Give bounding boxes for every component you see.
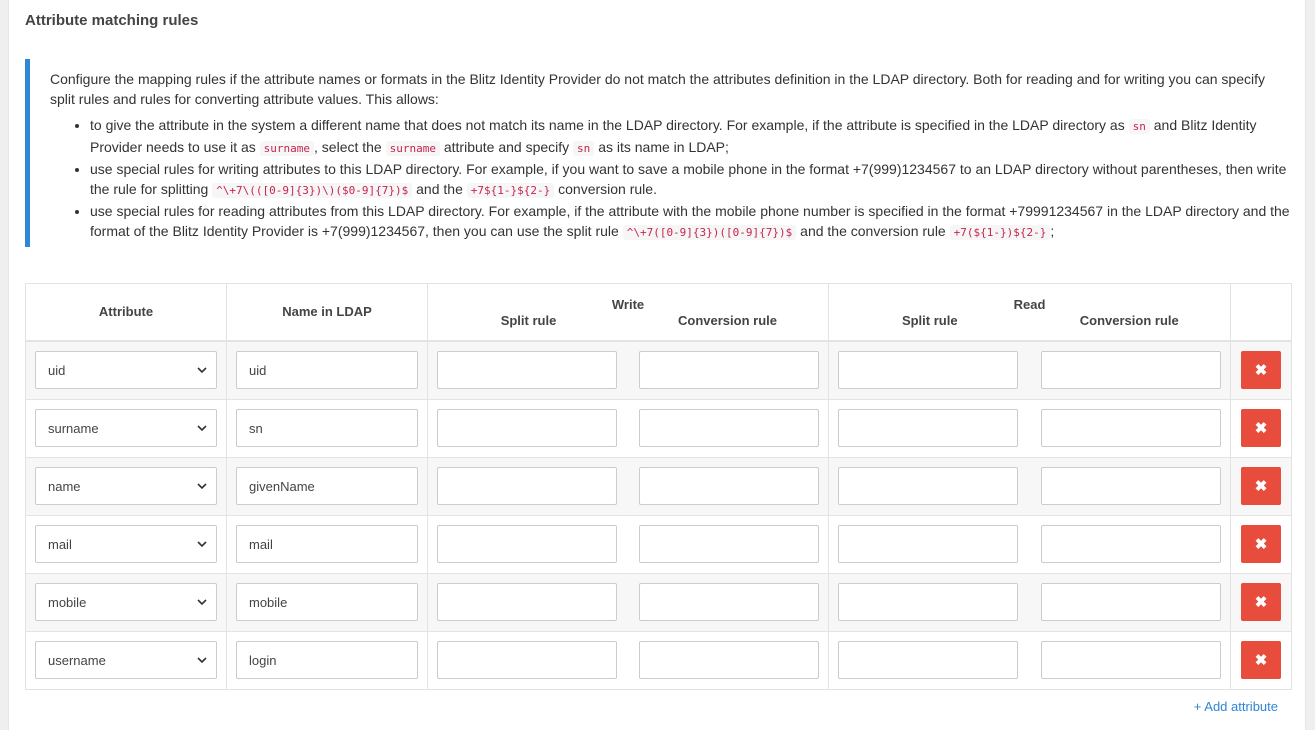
bullet-rename: • to give the attribute in the system a different name that does not match its name in the LDAP directory. For example, if the attribute is specified in the LDAP directory as sn and Blitz Identity Provider needs to use it as surname , select the surname attribute and specify sn as its name in LDAP; — [90, 115, 1293, 159]
ldap-name-input[interactable]: sn — [236, 409, 418, 447]
chevron-down-icon — [196, 364, 208, 376]
intro-text: Configure the mapping rules if the attribute names or formats in the Blitz Identity Provider do not match the attributes definition in the LDAP directory. Both for reading and for writing you can specify split rules and rules for converting attribute values. This allows: — [50, 71, 1266, 107]
write-conversion-rule-input[interactable] — [639, 467, 819, 505]
close-icon: ✖ — [1254, 420, 1268, 437]
ldap-name-input[interactable]: login — [236, 641, 418, 679]
header-write-sub — [428, 313, 829, 341]
add-attribute-link[interactable]: + Add attribute — [1193, 699, 1278, 714]
read-split-rule-input[interactable] — [838, 583, 1018, 621]
close-icon: ✖ — [1254, 478, 1268, 495]
close-icon: ✖ — [1254, 362, 1268, 380]
attribute-matching-panel — [8, 0, 1306, 730]
chevron-down-icon — [196, 538, 208, 550]
table-row — [26, 341, 1292, 399]
read-split-rule-input[interactable] — [838, 467, 1018, 505]
attribute-select[interactable]: username — [35, 641, 217, 679]
delete-row-button[interactable] — [1241, 525, 1281, 563]
close-icon: ✖ — [1254, 652, 1268, 669]
header-write: Write — [428, 284, 829, 314]
chevron-down-icon — [196, 654, 208, 666]
delete-row-button[interactable] — [1241, 351, 1281, 389]
delete-row-button[interactable] — [1241, 467, 1281, 505]
delete-row-button[interactable] — [1241, 583, 1281, 621]
header-write-split: Split rule — [500, 313, 557, 328]
ldap-name-input[interactable]: mobile — [236, 583, 418, 621]
header-attribute: Attribute — [26, 284, 227, 342]
info-callout — [25, 59, 1293, 247]
chevron-down-icon — [196, 480, 208, 492]
write-conversion-rule-input[interactable] — [639, 525, 819, 563]
chevron-down-icon — [196, 596, 208, 608]
bullet-read-rules: • use special rules for reading attributes from this LDAP directory. For example, if the attribute with the mobile phone number is specified in the format +79991234567 in the LDAP directory and the format of the Blitz Identity Provider is +7(999)1234567, then you can use the split rule ^\+7([0-9]{3})([0-9]{7})$ and the conversion rule +7(${1-})${2-} ; — [90, 201, 1293, 243]
read-split-rule-input[interactable] — [838, 525, 1018, 563]
ldap-name-input[interactable]: mail — [236, 525, 418, 563]
write-conversion-rule-input[interactable] — [639, 641, 819, 679]
delete-row-button[interactable] — [1241, 409, 1281, 447]
write-split-rule-input[interactable] — [437, 641, 617, 679]
bullet-write-rules: • use special rules for writing attributes to this LDAP directory. For example, if you want to save a mobile phone in the format +7(999)1234567 to an LDAP directory without parentheses, then write the rule for splitting ^\+7\(([0-9]{3})\)($0-9]{7})$ and the +7${1-}${2-} conversion rule. — [90, 159, 1293, 201]
table-row — [26, 399, 1292, 457]
close-icon: ✖ — [1254, 536, 1268, 553]
read-conversion-rule-input[interactable] — [1041, 583, 1221, 621]
header-read: Read — [829, 284, 1231, 314]
header-actions — [1231, 284, 1292, 342]
header-read-sub — [829, 313, 1231, 341]
ldap-name-input[interactable]: givenName — [236, 467, 418, 505]
read-conversion-rule-input[interactable] — [1041, 641, 1221, 679]
read-conversion-rule-input[interactable] — [1041, 351, 1221, 389]
header-name-in-ldap: Name in LDAP — [227, 284, 428, 342]
section-title: Attribute matching rules — [25, 12, 199, 29]
table-row — [26, 515, 1292, 573]
delete-row-button[interactable] — [1241, 641, 1281, 679]
close-icon: ✖ — [1254, 594, 1268, 611]
table-row — [26, 631, 1292, 689]
write-split-rule-input[interactable] — [437, 351, 617, 389]
table-row — [26, 573, 1292, 631]
write-conversion-rule-input[interactable] — [639, 351, 819, 389]
read-split-rule-input[interactable] — [838, 409, 1018, 447]
read-conversion-rule-input[interactable] — [1041, 525, 1221, 563]
intro-bullets — [50, 115, 1293, 243]
chevron-down-icon — [196, 422, 208, 434]
header-read-conversion: Conversion rule — [1079, 313, 1179, 328]
write-conversion-rule-input[interactable] — [639, 409, 819, 447]
attribute-select[interactable]: surname — [35, 409, 217, 447]
read-split-rule-input[interactable] — [838, 641, 1018, 679]
attribute-mapping-table — [25, 283, 1292, 690]
read-conversion-rule-input[interactable] — [1041, 467, 1221, 505]
write-split-rule-input[interactable] — [437, 583, 617, 621]
write-conversion-rule-input[interactable] — [639, 583, 819, 621]
attribute-select[interactable]: name — [35, 467, 217, 505]
attribute-select[interactable]: mail — [35, 525, 217, 563]
table-row — [26, 457, 1292, 515]
write-split-rule-input[interactable] — [437, 467, 617, 505]
write-split-rule-input[interactable] — [437, 525, 617, 563]
header-read-split: Split rule — [901, 313, 958, 328]
header-write-conversion: Conversion rule — [678, 313, 777, 328]
attribute-select[interactable]: mobile — [35, 583, 217, 621]
read-conversion-rule-input[interactable] — [1041, 409, 1221, 447]
read-split-rule-input[interactable] — [838, 351, 1018, 389]
write-split-rule-input[interactable] — [437, 409, 617, 447]
ldap-name-input[interactable]: uid — [236, 351, 418, 389]
attribute-select[interactable]: uid — [35, 351, 217, 389]
